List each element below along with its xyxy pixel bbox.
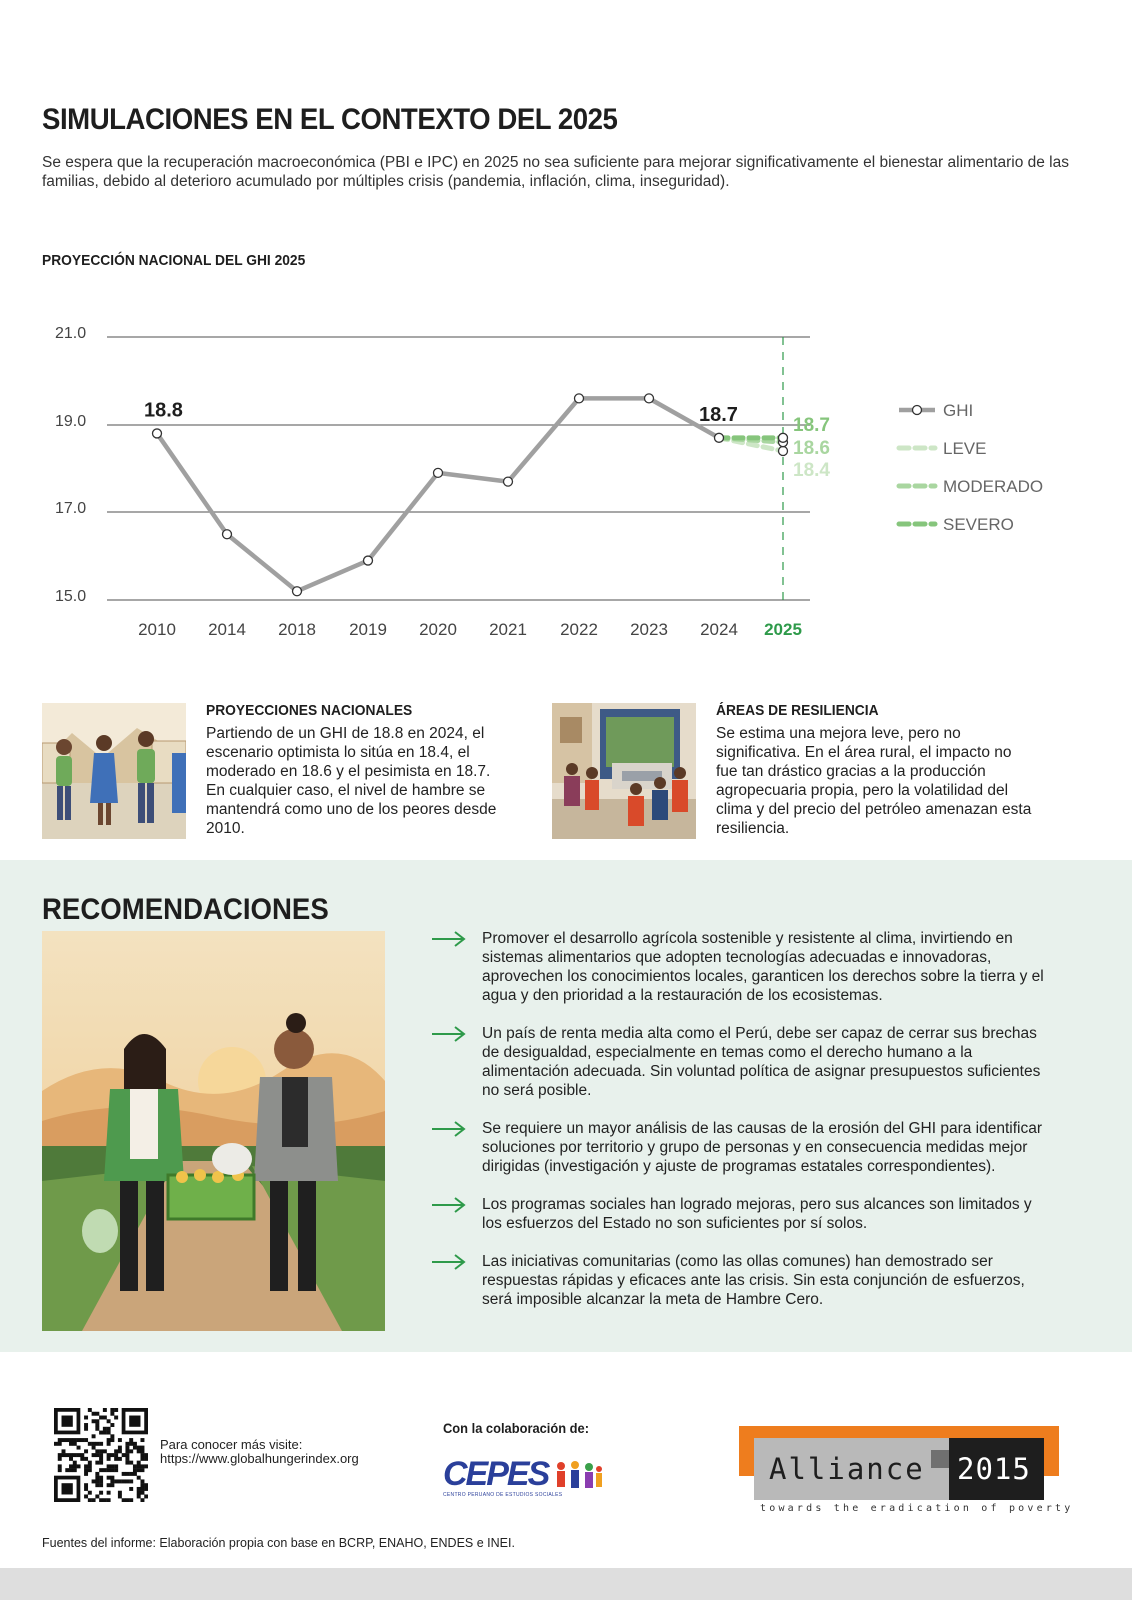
arrow-right-icon [430,1253,468,1271]
y-tick-label: 19.0 [55,413,87,430]
recommendation-text: Los programas sociales han logrado mejoras, pero sus alcances son limitados y los esfuerzos del Estado no son suficientes por sí solos. [482,1196,1032,1232]
ghi-line-chart [0,300,1132,650]
x-tick-label: 2014 [208,620,246,639]
cepes-subtitle: CENTRO PERUANO DE ESTUDIOS SOCIALES [443,1492,563,1498]
card-text-proyecciones: Partiendo de un GHI de 18.8 en 2024, el escenario optimista lo sitúa en 18.4, el moderado en 18.6 y el pesimista en 18.7. En cualquier caso, el nivel de hambre se mantendrá como uno de los peores desde 2010. [206,725,497,837]
recommendation-item [430,1252,1050,1309]
card-title-resiliencia: ÁREAS DE RESILIENCIA [716,702,879,719]
recommendation-text: Promover el desarrollo agrícola sostenible y resistente al clima, invirtiendo en sistemas alimentarios que adopten tecnologías adecuadas e innovadoras, aprovechen los conocimientos locales, garanticen los derechos sobre la tierra y el agua y den prioridad a la restauración de los ecosistemas. [482,930,1044,1004]
legend-label-leve: LEVE [943,439,987,458]
legend-label-severo: SEVERO [943,515,1014,534]
page-title: SIMULACIONES EN EL CONTEXTO DEL 2025 [42,103,618,136]
x-tick-label: 2023 [630,620,668,639]
arrow-right-icon [430,1120,468,1138]
ghi-data-point [645,394,654,403]
alliance-year: 2015 [957,1452,1031,1486]
arrow-right-icon [430,1196,468,1214]
y-tick-label: 21.0 [55,325,87,342]
collaboration-label: Con la colaboración de: [443,1420,590,1436]
x-tick-label: 2019 [349,620,387,639]
data-label-2025-moderado: 18.6 [793,438,830,459]
card-title-proyecciones: PROYECCIONES NACIONALES [206,702,413,719]
ghi-data-point [223,530,232,539]
card-text-resiliencia: Se estima una mejora leve, pero no significativa. En el área rural, el impacto no fue tan drástico gracias a la producción agropecuaria propia, pero la volatilidad del clima y del precio del petróleo amenazan esta resiliencia. [716,725,1032,837]
recommendations-list [430,929,1050,1328]
projection-point-severo [779,433,788,442]
alliance-tagline: towards the eradication of poverty [760,1503,1074,1514]
ghi-series-line [157,398,719,591]
truck-illustration [552,703,696,839]
recommendation-item [430,1195,1050,1233]
x-tick-label: 2010 [138,620,176,639]
alliance-name: Alliance [769,1452,925,1486]
intro-paragraph: Se espera que la recuperación macroeconómica (PBI e IPC) en 2025 no sea suficiente para mejorar significativamente el bienestar alimentario de las familias, debido al deterioro acumulado por múltiples crisis (pandemia, inflación, clima, inseguridad). [42,154,1069,190]
recommendations-title: RECOMENDACIONES [42,893,329,926]
x-tick-label: 2020 [419,620,457,639]
arrow-right-icon [430,1025,468,1043]
legend-label-moderado: MODERADO [943,477,1044,496]
ghi-data-point [293,587,302,596]
data-label-2025-leve: 18.4 [793,460,830,481]
ghi-data-point [504,477,513,486]
qr-code[interactable] [54,1408,148,1502]
bottom-bar [0,1568,1132,1600]
y-tick-label: 15.0 [55,588,87,605]
visit-url-link[interactable]: https://www.globalhungerindex.org [160,1451,359,1466]
ghi-data-point [434,468,443,477]
alliance2015-logo [739,1426,1074,1514]
projection-point-leve [779,446,788,455]
recommendation-text: Las iniciativas comunitarias (como las ollas comunes) han demostrado ser respuestas rápidas y eficaces ante las crisis. Sin esta conjunción de esfuerzos, será imposible alcanzar la meta de Hambre Cero. [482,1253,1025,1308]
people-illustration [42,703,186,839]
data-label-2024: 18.7 [699,403,738,426]
data-label-2010: 18.8 [144,399,183,422]
farmers-illustration [42,931,385,1331]
data-label-2025-severo: 18.7 [793,415,830,436]
y-tick-label: 17.0 [55,500,87,517]
recommendation-text: Un país de renta media alta como el Perú, debe ser capaz de cerrar sus brechas de desigualdad, especialmente en temas como el derecho humano a la alimentación adecuada. Sin voluntad política de asignar presupuestos suficientes no será posible. [482,1025,1041,1099]
ghi-data-point [153,429,162,438]
x-tick-label: 2018 [278,620,316,639]
people-icon [551,1460,605,1494]
recommendation-item [430,1119,1050,1176]
ghi-data-point [715,433,724,442]
legend-marker-ghi [913,406,922,415]
ghi-data-point [575,394,584,403]
x-tick-label: 2021 [489,620,527,639]
cepes-logo [443,1455,605,1500]
arrow-right-icon [430,930,468,948]
recommendation-text: Se requiere un mayor análisis de las causas de la erosión del GHI para identificar soluciones por territorio y grupo de personas y en consecuencia medidas mejor dirigidas (investigación y ajuste de programas estatales correspondientes). [482,1120,1043,1175]
cepes-logo-text: CEPES [443,1455,549,1493]
recommendation-item [430,1024,1050,1100]
x-tick-label: 2022 [560,620,598,639]
recommendation-item [430,929,1050,1005]
visit-label: Para conocer más visite: [160,1437,303,1452]
chart-title: PROYECCIÓN NACIONAL DEL GHI 2025 [42,252,306,269]
legend-label-ghi: GHI [943,401,974,420]
ghi-data-point [364,556,373,565]
sources-note: Fuentes del informe: Elaboración propia con base en BCRP, ENAHO, ENDES e INEI. [42,1536,515,1550]
x-tick-label: 2025 [764,620,802,639]
x-tick-label: 2024 [700,620,738,639]
